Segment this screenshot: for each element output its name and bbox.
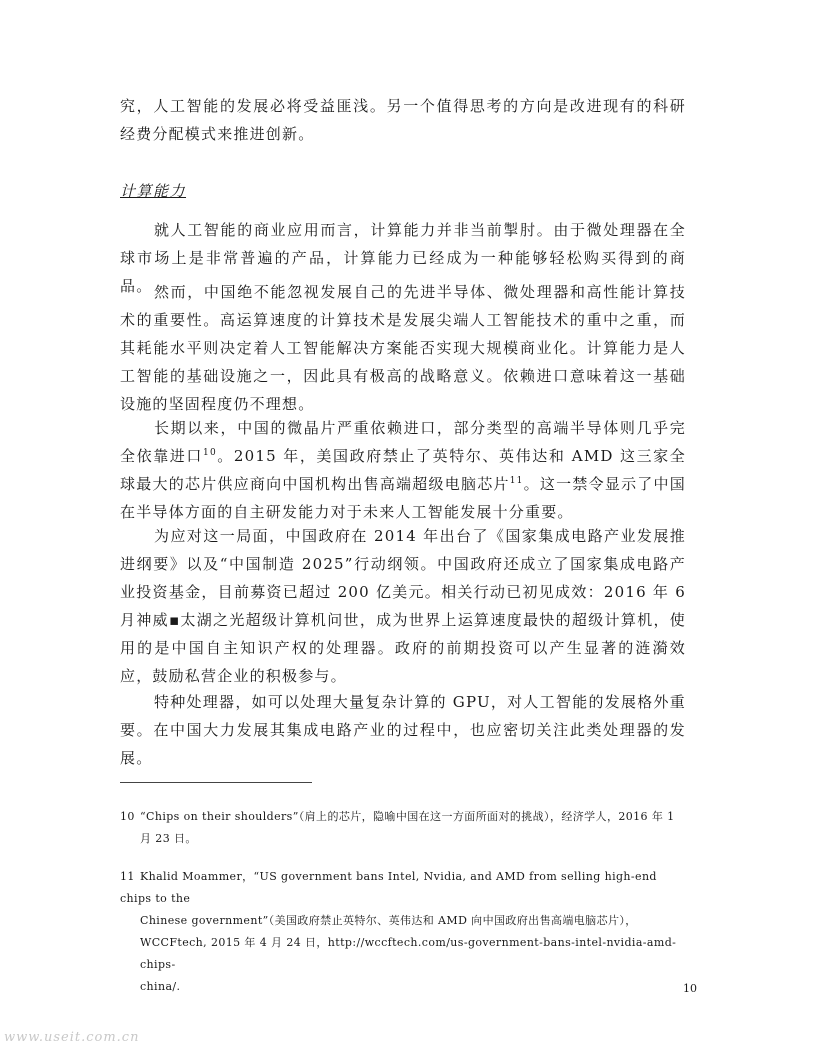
footnote-text: “Chips on their shoulders”（肩上的芯片，隐喻中国在这一方面所面对的挑战），经济学人，2016 年 1 xyxy=(140,810,675,823)
footnote-11 xyxy=(120,866,690,998)
footnote-text: 月 23 日。 xyxy=(140,832,197,845)
text-segment: 。2015 年，美国政府禁止了英特尔、英伟达和 AMD 这三家全球最大的芯片供应商向中国机构出售高端超级电脑芯片 xyxy=(120,447,686,493)
paragraph-continuation: 究，人工智能的发展必将受益匪浅。另一个值得思考的方向是改进现有的科研经费分配模式来推进创新。 xyxy=(120,97,686,143)
footnote-url-text[interactable]: WCCFtech, 2015 年 4 月 24 日，http://wccftech.com/us-government-bans-intel-nvidia-amd-chips- xyxy=(140,936,677,971)
footnote-number: 11 xyxy=(120,870,135,883)
footnote-text: Khalid Moammer，“US government bans Intel, Nvidia, and AMD from selling high-end chips to the xyxy=(120,870,657,905)
paragraph-government-response: 为应对这一局面，中国政府在 2014 年出台了《国家集成电路产业发展推进纲要》以及“中国制造 2025”行动纲领。中国政府还成立了国家集成电路产业投资基金，目前募资已超过 200 亿美元。相关行动已初见成效：2016 年 6 月神威▪太湖之光超级计算机问世，成为世界上运算速度最快的超级计算机，使用的是中国自主知识产权的处理器。政府的前期投资可以产生显著的涟漪效应，鼓励私营企业的积极参与。 xyxy=(120,527,686,685)
footnote-10 xyxy=(120,806,690,850)
paragraph-special-processors: 特种处理器，如可以处理大量复杂计算的 GPU，对人工智能的发展格外重要。在中国大力发展其集成电路产业的过程中，也应密切关注此类处理器的发展。 xyxy=(120,693,686,767)
page-number: 10 xyxy=(683,982,697,995)
footnote-number: 10 xyxy=(120,810,135,823)
section-heading: 计算能力 xyxy=(120,182,187,200)
footnote-ref-10[interactable]: 10 xyxy=(203,448,217,458)
footnote-divider xyxy=(120,782,312,783)
footnote-ref-11[interactable]: 11 xyxy=(509,476,524,486)
paragraph-import-dependence xyxy=(120,414,686,526)
text-segment: 长期以来，中国的微晶片严重依赖进口，部分类型的高端半导体则几乎完全依靠进口 xyxy=(120,419,686,465)
paragraph-compute-commercial: 就人工智能的商业应用而言，计算能力并非当前掣肘。由于微处理器在全球市场上是非常普遍的产品，计算能力已经成为一种能够轻松购买得到的商品。 xyxy=(120,221,686,295)
watermark: www.useit.com.cn xyxy=(4,1030,140,1045)
footnote-text: china/. xyxy=(140,980,181,993)
text-segment: 。这一禁令显示了中国在半导体方面的自主研发能力对于未来人工智能发展十分重要。 xyxy=(120,475,686,521)
footnote-text: Chinese government”（美国政府禁止英特尔、英伟达和 AMD 向中国政府出售高端电脑芯片）， xyxy=(140,914,637,927)
paragraph-semiconductor-importance: 然而，中国绝不能忽视发展自己的先进半导体、微处理器和高性能计算技术的重要性。高运算速度的计算技术是发展尖端人工智能技术的重中之重，而其耗能水平则决定着人工智能解决方案能否实现大规模商业化。计算能力是人工智能的基础设施之一，因此具有极高的战略意义。依赖进口意味着这一基础设施的坚固程度仍不理想。 xyxy=(120,283,686,413)
